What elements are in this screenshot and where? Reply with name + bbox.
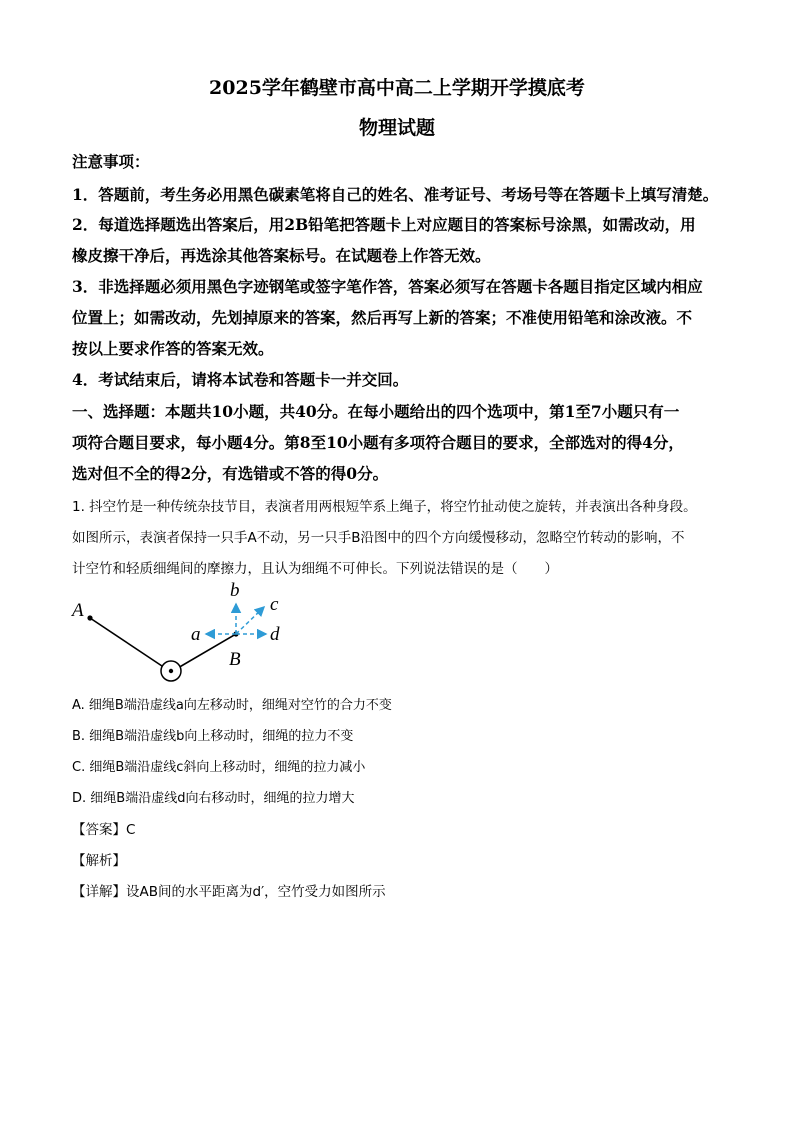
rope-right bbox=[171, 634, 236, 672]
arrow-c bbox=[236, 607, 264, 634]
exam-subtitle: 物理试题 bbox=[358, 117, 435, 139]
section-intro-line: 一、选择题：本题共10小题，共40分。在每小题给出的四个选项中，第1至7小题只有一 bbox=[72, 402, 680, 421]
notice-line: 4．考试结束后，请将本试卷和答题卡一并交回。 bbox=[72, 370, 409, 389]
label-a: a bbox=[191, 624, 201, 645]
rope-left bbox=[90, 618, 171, 672]
exam-title: 2025学年鹤壁市高中高二上学期开学摸底考 bbox=[209, 77, 585, 99]
answer-line: 【答案】C bbox=[72, 822, 136, 838]
notice-line: 按以上要求作答的答案无效。 bbox=[72, 339, 274, 358]
option-c: C. 细绳B端沿虚线c斜向上移动时，细绳的拉力减小 bbox=[72, 760, 366, 775]
notice-line: 位置上；如需改动，先划掉原来的答案，然后再写上新的答案；不准使用铅笔和涂改液。不 bbox=[72, 308, 693, 327]
question-stem-line: 如图所示，表演者保持一只手A不动，另一只手B沿图中的四个方向缓慢移动，忽略空竹转动的影响，不 bbox=[72, 530, 685, 546]
label-d: d bbox=[270, 624, 280, 645]
section-intro-line: 选对但不全的得2分，有选错或不答的得0分。 bbox=[72, 464, 389, 483]
question-stem-line: 1. 抖空竹是一种传统杂技节目，表演者用两根短竿系上绳子，将空竹扯动使之旋转，并表演出各种身段。 bbox=[72, 499, 697, 515]
section-intro-line: 项符合题目要求，每小题4分。第8至10小题有多项符合题目的要求，全部选对的得4分， bbox=[72, 433, 684, 452]
notice-line: 3．非选择题必须用黑色字迹钢笔或签字笔作答，答案必须写在答题卡各题目指定区域内相应 bbox=[72, 277, 703, 296]
option-a: A. 细绳B端沿虚线a向左移动时，细绳对空竹的合力不变 bbox=[72, 698, 392, 713]
point-a bbox=[87, 615, 92, 620]
analysis-label: 【解析】 bbox=[72, 853, 126, 869]
label-a-upper: A bbox=[72, 600, 84, 621]
detail-line: 【详解】设AB间的水平距离为d′，空竹受力如图所示 bbox=[72, 884, 386, 900]
option-b: B. 细绳B端沿虚线b向上移动时，细绳的拉力不变 bbox=[72, 729, 354, 744]
notice-heading: 注意事项： bbox=[72, 152, 150, 171]
notice-line: 橡皮擦干净后，再选涂其他答案标号。在试题卷上作答无效。 bbox=[72, 246, 491, 265]
label-b: b bbox=[230, 580, 240, 601]
diabolo-center bbox=[169, 669, 173, 673]
notice-line: 1．答题前，考生务必用黑色碳素笔将自己的姓名、准考证号、考场号等在答题卡上填写清楚。 bbox=[72, 185, 719, 204]
label-c: c bbox=[270, 594, 279, 615]
notice-line: 2．每道选择题选出答案后，用2B铅笔把答题卡上对应题目的答案标号涂黑，如需改动，用 bbox=[72, 215, 696, 234]
label-b-upper: B bbox=[229, 649, 241, 670]
question-stem-line: 计空竹和轻质细绳间的摩擦力，且认为细绳不可伸长。下列说法错误的是（ ） bbox=[72, 561, 558, 577]
option-d: D. 细绳B端沿虚线d向右移动时，细绳的拉力增大 bbox=[72, 791, 355, 806]
diabolo-figure bbox=[66, 578, 296, 690]
